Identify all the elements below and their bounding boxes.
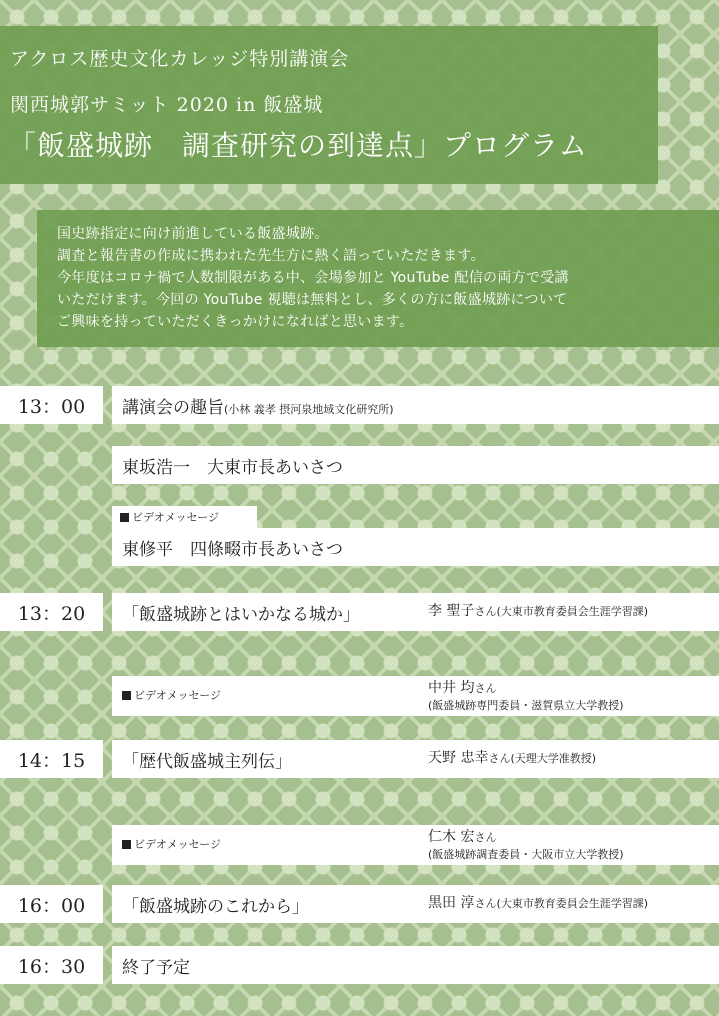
row-title	[122, 393, 394, 418]
speaker-name: 天野 忠幸	[428, 750, 489, 766]
opening-title: 講演会の趣旨	[122, 398, 224, 418]
speaker-affiliation: さん(天理大学准教授)	[488, 752, 597, 765]
program-row-daito-mayor	[112, 446, 719, 484]
program-row-video-nakai	[112, 676, 719, 716]
square-bullet-icon	[120, 513, 129, 522]
program-row-shijonawate-mayor	[112, 528, 719, 566]
intro-line: 今年度はコロナ禍で人数制限がある中、会場参加と YouTube 配信の両方で受講	[57, 270, 569, 286]
intro-text	[57, 223, 717, 333]
video-message-tag	[122, 687, 221, 703]
intro-line: 調査と報告書の作成に携われた先生方に熱く語っていただきます。	[57, 248, 485, 264]
speaker-affiliation: (飯盛城跡専門委員・滋賀県立大学教授)	[428, 699, 624, 712]
program-row-opening	[112, 386, 719, 424]
event-series-title: アクロス歴史文化カレッジ特別講演会	[10, 48, 350, 70]
opening-speaker: (小林 義孝 摂河泉地域文化研究所)	[224, 403, 394, 416]
lecture-3-title: 「飯盛城跡のこれから」	[122, 897, 309, 917]
time-1600: 16：00	[0, 885, 103, 923]
intro-line: ご興味を持っていただくきっかけになればと思います。	[57, 314, 414, 330]
lecture-3-speaker	[428, 892, 648, 912]
program-row-lecture-1	[112, 593, 719, 631]
speaker-honorific: さん	[474, 682, 497, 695]
video-message-tag	[112, 506, 257, 528]
speaker-name: 黒田 淳	[428, 895, 475, 911]
lecture-1-speaker	[428, 600, 648, 620]
lecture-2-title: 「歴代飯盛城主列伝」	[122, 752, 292, 772]
lecture-2-speaker	[428, 747, 596, 767]
video-label: ビデオメッセージ	[134, 838, 222, 851]
speaker-affiliation: (飯盛城跡調査委員・大阪市立大学教授)	[428, 848, 624, 861]
time-1300: 13：00	[0, 386, 103, 424]
time-1630: 16：30	[0, 946, 103, 984]
program-row-video-niki	[112, 825, 719, 865]
time-1320: 13：20	[0, 593, 103, 631]
speaker-name: 仁木 宏	[428, 829, 475, 845]
speaker-name: 李 聖子	[428, 603, 475, 619]
time-1415: 14：15	[0, 740, 103, 778]
intro-line: いただけます。今回の YouTube 視聴は無料とし、多くの方に飯盛城跡について	[57, 292, 568, 308]
speaker-affiliation: さん(大東市教育委員会生涯学習課)	[474, 897, 649, 910]
program-title: 「飯盛城跡 調査研究の到達点」プログラム	[8, 129, 588, 162]
square-bullet-icon	[122, 840, 131, 849]
daito-mayor-greeting: 東坂浩一 大東市長あいさつ	[122, 458, 343, 478]
program-row-lecture-2	[112, 740, 719, 778]
intro-line: 国史跡指定に向け前進している飯盛城跡。	[57, 226, 329, 242]
closing-title: 終了予定	[122, 958, 190, 978]
square-bullet-icon	[122, 691, 131, 700]
speaker-name: 中井 均	[428, 680, 475, 696]
video-message-tag	[122, 836, 221, 852]
niki-speaker	[428, 827, 624, 863]
speaker-affiliation: さん(大東市教育委員会生涯学習課)	[474, 605, 649, 618]
speaker-honorific: さん	[474, 831, 497, 844]
program-row-lecture-3	[112, 885, 719, 923]
lecture-1-title: 「飯盛城跡とはいかなる城か」	[122, 605, 360, 625]
shijonawate-mayor-greeting: 東修平 四條畷市長あいさつ	[122, 540, 343, 560]
event-subtitle: 関西城郭サミット 2020 in 飯盛城	[10, 94, 324, 116]
video-label: ビデオメッセージ	[134, 689, 222, 702]
nakai-speaker	[428, 678, 624, 714]
program-row-closing	[112, 946, 719, 984]
video-label: ビデオメッセージ	[132, 511, 220, 524]
